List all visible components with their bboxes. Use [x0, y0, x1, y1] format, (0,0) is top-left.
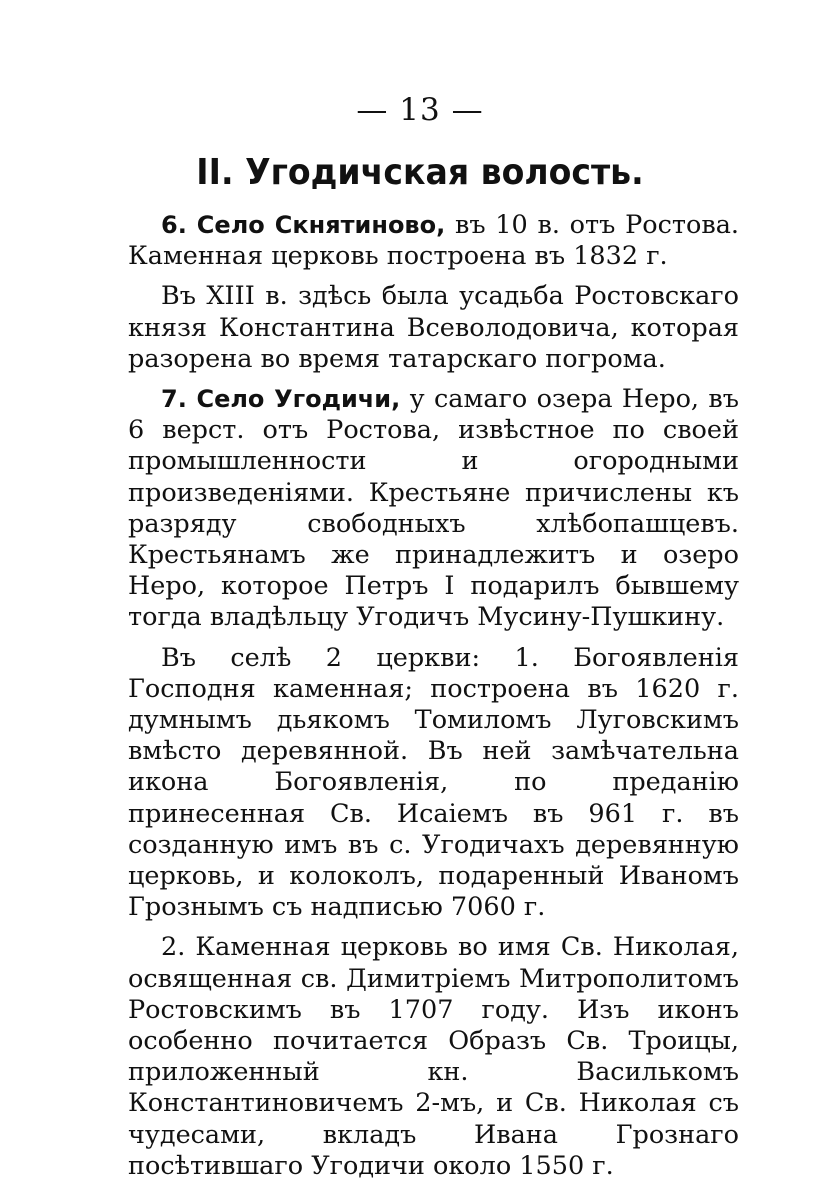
- paragraph-church-nicholas: [128, 932, 739, 1182]
- entry-heading: 6. Село Скнятиново,: [161, 211, 446, 239]
- paragraph-text: у самаго озера Неро, въ 6 верст. отъ Ростова, извѣстное по своей промышленности и огородными произведеніями. Крестьяне причислены къ разряду свободныхъ хлѣбопашцевъ. Крестьянамъ же принадлежитъ и озеро Неро, которое Петръ I подарилъ бывшему тогда владѣльцу Угодичъ Мусину-Пушкину.: [128, 384, 740, 633]
- page-body: [128, 210, 739, 1191]
- paragraph-churches: [128, 643, 739, 924]
- page-number: — 13 —: [356, 92, 484, 128]
- paragraph-village-ugodichi: [128, 384, 739, 634]
- section-title: II. Угодичская волость.: [196, 152, 644, 193]
- paragraph-text: Въ XIII в. здѣсь была усадьба Ростовскаго князя Константина Всеволодовича, которая разорена во время татарскаго погрома.: [128, 281, 739, 374]
- paragraph-text: въ 10 в. отъ Ростова. Каменная церковь построена въ 1832 г.: [128, 210, 739, 272]
- paragraph-text: Въ селѣ 2 церкви: 1. Богоявленія Господня каменная; построена въ 1620 г. думнымъ дьякомъ Томиломъ Луговскимъ вмѣсто деревянной. Въ ней замѣчательна икона Богоявленія, по преданію принесенная Св. Исаіемъ въ 961 г. въ созданную имъ въ с. Угодичахъ деревянную церковь, и колоколъ, подаренный Иваномъ Грознымъ съ надписью 7060 г.: [128, 642, 739, 923]
- paragraph-history: [128, 281, 739, 375]
- entry-heading: 7. Село Угодичи,: [161, 385, 401, 414]
- paragraph-village-skniatinovo: [128, 210, 739, 272]
- paragraph-text: 2. Каменная церковь во имя Св. Николая, освященная св. Димитріемъ Митрополитомъ Ростовскимъ въ 1707 году. Изъ иконъ особенно почитается Образъ Св. Троицы, приложенный кн. Василькомъ Константиновичемъ 2-мъ, и Св. Николая съ чудесами, вкладъ Ивана Грознаго посѣтившаго Угодичи около 1550 г.: [128, 932, 739, 1181]
